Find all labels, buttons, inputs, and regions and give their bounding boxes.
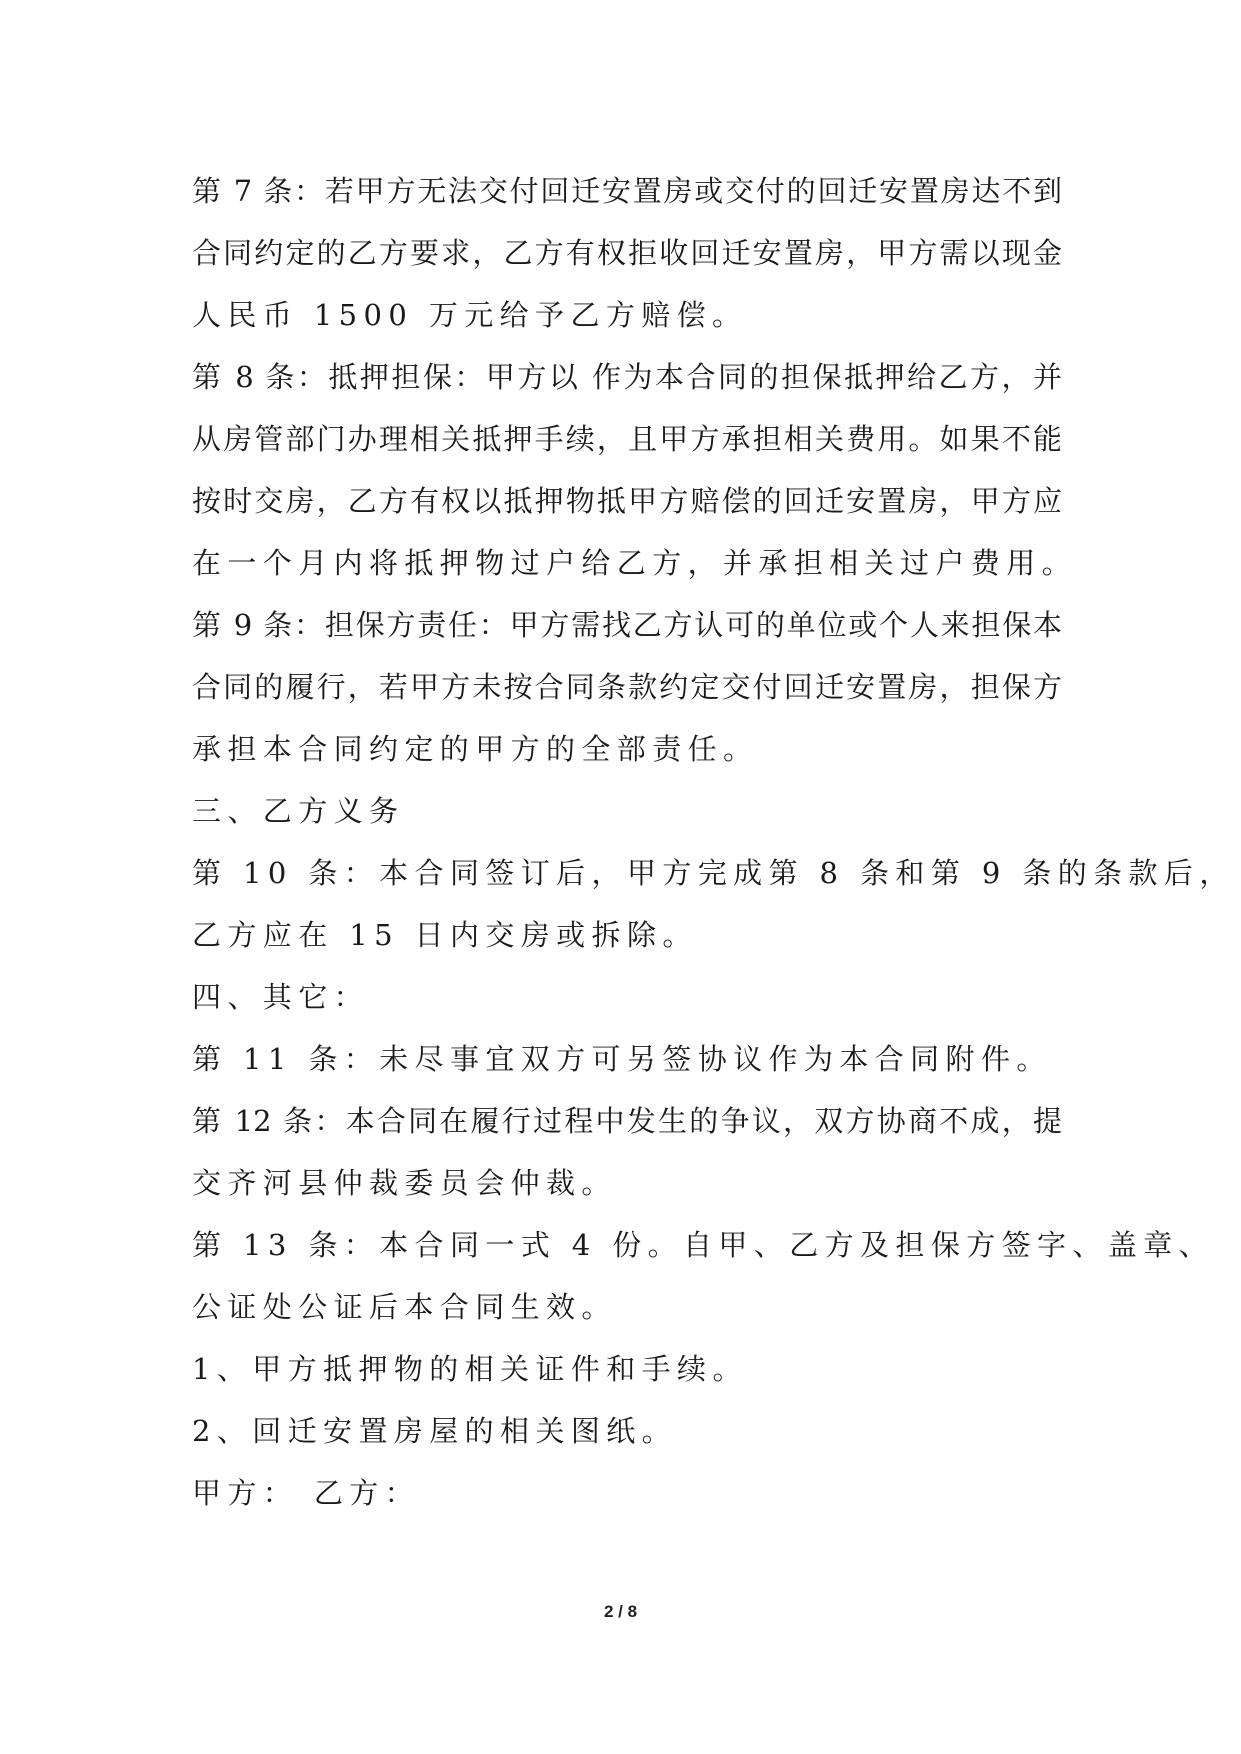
article-13-line-1: 第 13 条：本合同一式 4 份。自甲、乙方及担保方签字、盖章、 [192,1228,1215,1262]
signature-line: 甲方： 乙方： [192,1476,421,1510]
article-11-line-1: 第 11 条：未尽事宜双方可另签协议作为本合同附件。 [192,1042,1052,1076]
attachment-item-2: 2、回迁安置房屋的相关图纸。 [192,1414,678,1448]
article-13-line-2: 公证处公证后本合同生效。 [192,1290,617,1324]
section-heading-party-b-obligations: 三、乙方义务 [192,794,405,828]
article-12-line-1: 第 12 条：本合同在履行过程中发生的争议，双方协商不成，提 [192,1104,1062,1138]
article-9-line-3: 承担本合同约定的甲方的全部责任。 [192,732,759,766]
article-8-line-3: 按时交房，乙方有权以抵押物抵甲方赔偿的回迁安置房，甲方应 [192,484,1062,518]
article-8-line-4: 在一个月内将抵押物过户给乙方，并承担相关过户费用。 [192,546,1078,580]
article-9-line-1: 第 9 条：担保方责任：甲方需找乙方认可的单位或个人来担保本 [192,608,1062,642]
section-heading-other: 四、其它： [192,980,370,1014]
article-7-line-3: 人民币 1500 万元给予乙方赔偿。 [192,298,748,332]
article-10-line-1: 第 10 条：本合同签订后，甲方完成第 8 条和第 9 条的条款后， [192,856,1235,890]
page-number: 2 / 8 [603,1602,638,1621]
article-7-line-2: 合同约定的乙方要求，乙方有权拒收回迁安置房，甲方需以现金 [192,236,1062,270]
article-8-line-2: 从房管部门办理相关抵押手续，且甲方承担相关费用。如果不能 [192,422,1062,456]
contract-body [192,160,1235,1524]
article-9-line-2: 合同的履行，若甲方未按合同条款约定交付回迁安置房，担保方 [192,670,1062,704]
article-12-line-2: 交齐河县仲裁委员会仲裁。 [192,1166,617,1200]
article-10-line-2: 乙方应在 15 日内交房或拆除。 [192,918,698,952]
attachment-item-1: 1、甲方抵押物的相关证件和手续。 [192,1352,748,1386]
article-7-line-1: 第 7 条：若甲方无法交付回迁安置房或交付的回迁安置房达不到 [192,174,1062,208]
article-8-line-1: 第 8 条：抵押担保：甲方以 作为本合同的担保抵押给乙方，并 [192,360,1062,394]
